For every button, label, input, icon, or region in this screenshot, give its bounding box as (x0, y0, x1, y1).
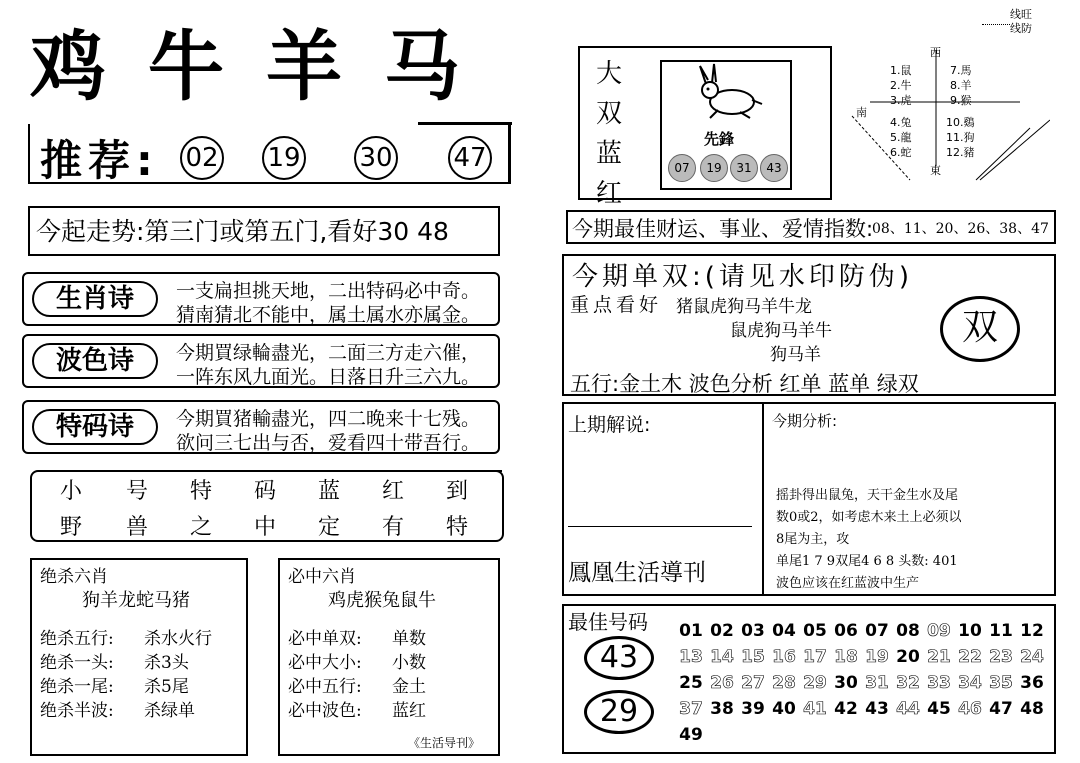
best-pick: 29 (584, 690, 654, 734)
number-cell: 49 (679, 725, 703, 745)
compass-west: 西 (930, 46, 941, 59)
compass-item: 3.虎 (890, 94, 912, 107)
hidden-char: 兽 (126, 515, 149, 540)
poem-label: 生肖诗 (32, 281, 158, 317)
focus-label: 重点看好 (570, 294, 663, 316)
compass-item: 2.牛 (890, 79, 912, 92)
number-cell: 39 (741, 699, 765, 719)
number-cell: 26 (707, 670, 737, 696)
number-cell: 14 (707, 644, 737, 670)
kill-row-label: 绝杀五行: (40, 629, 114, 649)
number-cell: 44 (893, 696, 923, 722)
last-period-divider (568, 526, 752, 527)
pioneer-ball: 43 (760, 154, 788, 182)
poem-special-box (22, 400, 500, 454)
number-cell: 27 (738, 670, 768, 696)
pioneer-caption: 先鋒 (704, 130, 735, 148)
brand-text: 鳳凰生活導刊 (568, 560, 706, 586)
pioneer-ball: 07 (668, 154, 696, 182)
number-cell: 40 (772, 699, 796, 719)
focus-line-2: 鼠虎狗马羊牛 (730, 321, 832, 341)
must-row-value: 金土 (392, 677, 426, 697)
compass-item: 5.龍 (890, 131, 912, 144)
poem-line: 欲问三七出与否，爱看四十带吾行。 (176, 432, 481, 454)
analysis-line: 单尾1 7 9双尾4 6 8 头数: 401 (776, 554, 958, 569)
trend-text: 今起走势:第三门或第五门,看好30 48 (36, 217, 449, 246)
hidden-char: 小 (60, 479, 83, 504)
number-cell: 06 (834, 621, 858, 641)
number-cell: 33 (924, 670, 954, 696)
page-title: 鸡牛羊马 (30, 22, 502, 111)
compass-item: 9.猴 (950, 94, 972, 107)
number-cell: 25 (679, 673, 703, 693)
poem-label: 波色诗 (32, 343, 158, 379)
number-cell: 43 (865, 699, 889, 719)
must-row-label: 必中单双: (288, 629, 362, 649)
number-cell: 13 (676, 644, 706, 670)
number-cell: 37 (676, 696, 706, 722)
compass-item: 12.豬 (946, 146, 975, 159)
compass-item: 11.狗 (946, 131, 975, 144)
must-row-value: 单数 (392, 629, 426, 649)
single-double-title: 今期单双:(请见水印防伪) (572, 262, 914, 292)
must-row-value: 小数 (392, 653, 426, 673)
number-cell: 17 (800, 644, 830, 670)
hidden-char: 蓝 (318, 479, 341, 504)
poem-line: 猜南猜北不能中，属土属水亦属金。 (176, 304, 481, 326)
kill-row-label: 绝杀半波: (40, 701, 114, 721)
number-cell: 15 (738, 644, 768, 670)
number-cell: 35 (986, 670, 1016, 696)
this-period-label: 今期分析: (772, 412, 838, 430)
index-numbers: 08、11、20、26、38、47 (872, 221, 1049, 237)
number-cell: 31 (862, 670, 892, 696)
kill-row-value: 杀5尾 (144, 677, 189, 697)
compass-item: 4.兔 (890, 116, 912, 129)
number-cell: 11 (989, 621, 1013, 641)
hidden-char: 红 (382, 479, 405, 504)
recommend-number: 02 (180, 136, 224, 180)
kill-row-label: 绝杀一头: (40, 653, 114, 673)
number-cell: 32 (893, 670, 923, 696)
must-row-value: 蓝红 (392, 701, 426, 721)
compass-item: 7.馬 (950, 64, 972, 77)
hidden-char: 中 (254, 515, 277, 540)
vertical-char: 大 (596, 59, 623, 89)
number-cell: 02 (710, 621, 734, 641)
hidden-char: 定 (318, 515, 341, 540)
recommend-rightline (508, 122, 511, 184)
analysis-line: 摇卦得出鼠兔，天干金生水及尾 (776, 488, 959, 503)
vertical-char: 蓝 (596, 139, 623, 169)
must-footer: 《生活导刊》 (408, 736, 481, 750)
poem-color-box (22, 334, 500, 388)
number-cell: 20 (896, 647, 920, 667)
analysis-line: 8尾为主，攻 (776, 532, 850, 547)
compass-item: 10.鷄 (946, 116, 975, 129)
number-cell: 07 (865, 621, 889, 641)
kill-row-value: 杀3头 (144, 653, 189, 673)
focus-line-1: 猪鼠虎狗马羊牛龙 (676, 297, 812, 317)
number-cell: 24 (1017, 644, 1047, 670)
must-six-zodiacs: 鸡虎猴兔鼠牛 (328, 590, 436, 611)
must-six-title: 必中六肖 (288, 567, 356, 587)
number-cell: 03 (741, 621, 765, 641)
note-line-1: 线旺 (1010, 8, 1032, 21)
number-cell: 45 (927, 699, 951, 719)
poem-line: 今期買绿輪盡光，二面三方走六催， (176, 342, 481, 364)
poem-zodiac-box (22, 272, 500, 326)
note-divider (982, 24, 1010, 25)
last-period-label: 上期解说: (568, 414, 651, 436)
must-row-label: 必中五行: (288, 677, 362, 697)
double-badge: 双 (940, 296, 1020, 362)
hidden-char: 有 (382, 515, 405, 540)
number-grid (676, 618, 1052, 750)
number-cell: 41 (800, 696, 830, 722)
index-label: 今期最佳财运、事业、爱情指数: (572, 217, 874, 241)
number-cell: 38 (710, 699, 734, 719)
must-row-label: 必中大小: (288, 653, 362, 673)
number-cell: 04 (772, 621, 796, 641)
kill-row-value: 杀水火行 (144, 629, 212, 649)
analysis-divider (762, 402, 764, 596)
number-cell: 48 (1020, 699, 1044, 719)
recommend-number: 19 (262, 136, 306, 180)
focus-line-3: 狗马羊 (770, 345, 821, 365)
poem-label: 特码诗 (32, 409, 158, 445)
number-cell: 28 (769, 670, 799, 696)
analysis-line: 波色应该在红蓝波中生产 (776, 576, 920, 591)
number-cell: 42 (834, 699, 858, 719)
number-cell: 29 (800, 670, 830, 696)
recommend-number: 30 (354, 136, 398, 180)
trend-right-edge (498, 206, 500, 256)
compass-east: 東 (930, 164, 941, 177)
pioneer-ball: 19 (700, 154, 728, 182)
must-row-label: 必中波色: (288, 701, 362, 721)
number-cell: 09 (924, 618, 954, 644)
compass-item: 8.羊 (950, 79, 972, 92)
recommend-number: 47 (448, 136, 492, 180)
hidden-char: 特 (446, 515, 469, 540)
pioneer-ball: 31 (730, 154, 758, 182)
number-cell: 05 (803, 621, 827, 641)
compass-south: 南 (856, 106, 867, 119)
number-cell: 23 (986, 644, 1016, 670)
hidden-char: 到 (446, 479, 469, 504)
kill-six-zodiacs: 狗羊龙蛇马猪 (82, 590, 190, 611)
recommend-topline (418, 122, 512, 125)
number-cell: 34 (955, 670, 985, 696)
recommend-label: 推荐: (40, 136, 159, 185)
kill-six-title: 绝杀六肖 (40, 567, 108, 587)
number-cell: 19 (862, 644, 892, 670)
number-cell: 30 (834, 673, 858, 693)
hidden-char: 之 (190, 515, 213, 540)
best-pick: 43 (584, 636, 654, 680)
number-cell: 16 (769, 644, 799, 670)
hidden-char: 野 (60, 515, 83, 540)
analysis-line: 数0或2，如考虑木来土上必须以 (776, 510, 962, 525)
vertical-char: 双 (596, 99, 623, 129)
poem-line: 一支扁担挑天地，二出特码必中奇。 (176, 280, 481, 302)
number-cell: 12 (1020, 621, 1044, 641)
hidden-char: 特 (190, 479, 213, 504)
hidden-divider (320, 470, 502, 472)
poem-line: 一阵东风九面光。日落日升三六九。 (176, 366, 481, 388)
number-cell: 46 (955, 696, 985, 722)
pioneer-vertical-text (596, 54, 626, 214)
compass-item: 1.鼠 (890, 64, 912, 77)
five-elements-line: 五行:金土木 波色分析 红单 蓝单 绿双 (570, 372, 919, 396)
hidden-char: 号 (126, 479, 149, 504)
kill-row-label: 绝杀一尾: (40, 677, 114, 697)
number-cell: 21 (924, 644, 954, 670)
best-numbers-label: 最佳号码 (568, 610, 648, 634)
hidden-char: 码 (254, 479, 277, 504)
poem-line: 今期買猪輸盡光，四二晚来十七残。 (176, 408, 481, 430)
number-cell: 36 (1020, 673, 1044, 693)
compass-item: 6.蛇 (890, 146, 912, 159)
number-cell: 01 (679, 621, 703, 641)
number-cell: 22 (955, 644, 985, 670)
number-cell: 47 (989, 699, 1013, 719)
kill-row-value: 杀绿单 (144, 701, 195, 721)
rabbit-icon (688, 62, 768, 122)
number-cell: 10 (958, 621, 982, 641)
vertical-char: 红 (596, 179, 623, 209)
number-cell: 08 (896, 621, 920, 641)
note-line-2: 线防 (1010, 22, 1032, 35)
number-cell: 18 (831, 644, 861, 670)
